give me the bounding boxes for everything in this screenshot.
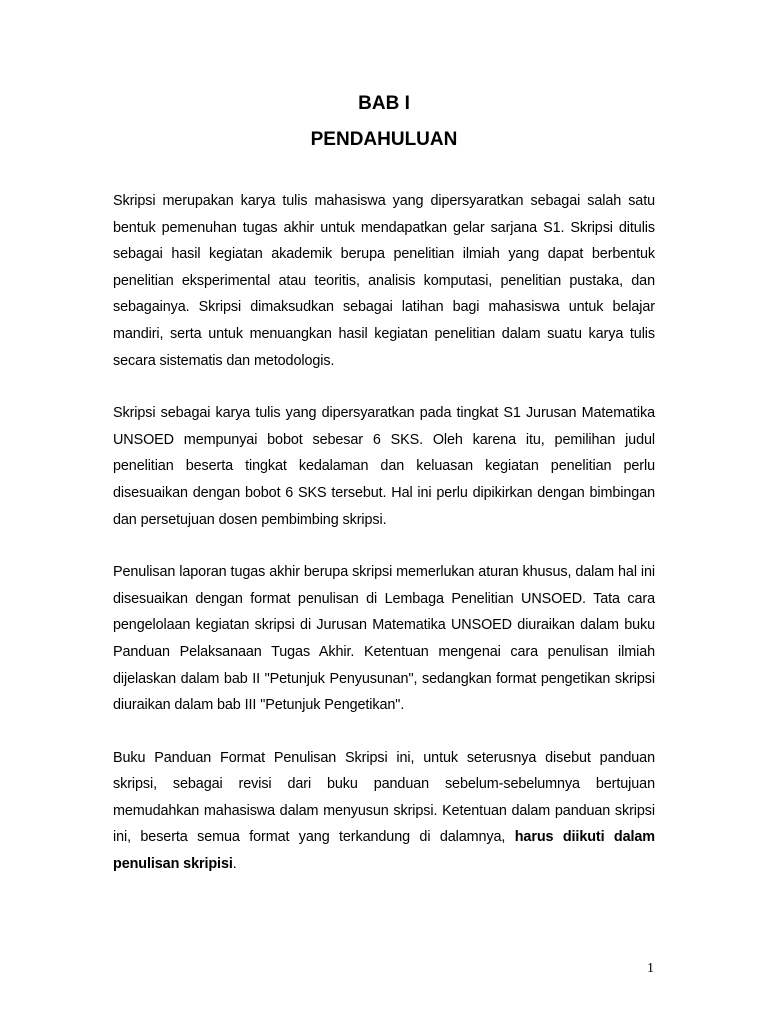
chapter-number: BAB I	[358, 93, 410, 114]
paragraph-4	[113, 745, 655, 878]
paragraph-4-text: Buku Panduan Format Penulisan Skripsi ini, untuk seterusnya disebut panduan skripsi, sebagai revisi dari buku panduan sebelum-sebelumnya bertujuan memudahkan mahasiswa dalam menyusun skripsi. Ketentuan dalam panduan skripsi ini, beserta semua format yang terkandung di dalamnya,	[113, 749, 655, 846]
paragraph-4-end: .	[232, 856, 237, 873]
paragraph-1: Skripsi merupakan karya tulis mahasiswa yang dipersyaratkan sebagai salah satu bentuk pemenuhan tugas akhir untuk mendapatkan gelar sarjana S1. Skripsi ditulis sebagai hasil kegiatan akademik berupa penelitian ilmiah yang dapat berbentuk penelitian eksperimental atau teoritis, analisis komputasi, penelitian pustaka, dan sebagainya. Skripsi dimaksudkan sebagai latihan bagi mahasiswa untuk belajar mandiri, serta untuk menuangkan hasil kegiatan penelitian dalam suatu karya tulis secara sistematis dan metodologis.	[113, 193, 655, 369]
paragraph-3: Penulisan laporan tugas akhir berupa skripsi memerlukan aturan khusus, dalam hal ini disesuaikan dengan format penulisan di Lembaga Penelitian UNSOED. Tata cara pengelolaan kegiatan skripsi di Jurusan Matematika UNSOED diuraikan dalam buku Panduan Pelaksanaan Tugas Akhir. Ketentuan mengenai cara penulisan ilmiah dijelaskan dalam bab II "Petunjuk Penyusunan", sedangkan format pengetikan skripsi diuraikan dalam bab III "Petunjuk Pengetikan".	[113, 564, 655, 714]
paragraph-4-emphasis: harus diikuti dalam penulisan skripisi	[113, 829, 655, 873]
paragraph-2: Skripsi sebagai karya tulis yang dipersyaratkan pada tingkat S1 Jurusan Matematika UNSOED mempunyai bobot sebesar 6 SKS. Oleh karena itu, pemilihan judul penelitian beserta tingkat kedalaman dan keluasan kegiatan penelitian perlu disesuaikan dengan bobot 6 SKS tersebut. Hal ini perlu dipikirkan dengan bimbingan dan persetujuan dosen pembimbing skripsi.	[113, 405, 655, 528]
chapter-title: PENDAHULUAN	[310, 129, 458, 150]
page-number: 1	[647, 961, 654, 976]
body-text	[113, 188, 655, 904]
